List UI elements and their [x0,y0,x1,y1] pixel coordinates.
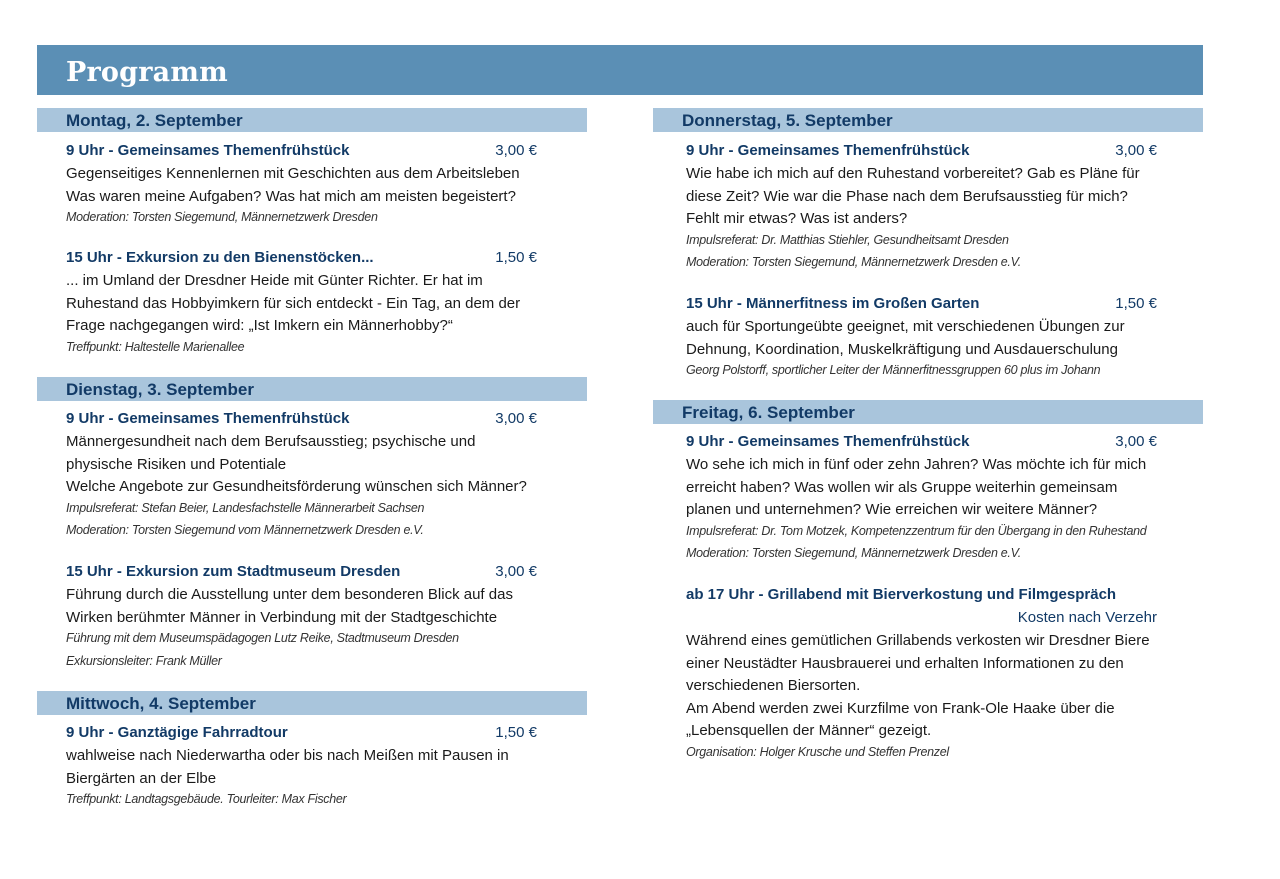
event-description-line: ... im Umland der Dresdner Heide mit Günter Richter. Er hat im [66,272,483,289]
event-description-line: Am Abend werden zwei Kurzfilme von Frank-Ole Haake über die [686,699,1115,717]
event-note: Moderation: Torsten Siegemund, Männernetzwerk Dresden e.V. [686,546,1021,560]
event-description-line: Biergärten an der Elbe [66,769,217,787]
event-note: Treffpunkt: Landtagsgebäude. Tourleiter: Max Fischer [66,792,347,806]
event-wednesday [66,724,537,815]
page-title: Programm [66,57,228,88]
event-tuesday-afternoon [66,563,537,676]
event-thursday-afternoon [686,295,1157,386]
event-note: Führung mit dem Museumspädagogen Lutz Reike, Stadtmuseum Dresden [66,631,459,645]
event-description-line: Frage nachgegangen wird: „Ist Imkern ein Männerhobby?“ [66,317,453,334]
event-description-line: auch für Sportungeübte geeignet, mit verschiedenen Übungen zur [686,318,1125,335]
event-description-line: Welche Angebote zur Gesundheitsförderung wünschen sich Männer? [66,478,527,495]
event-description-line: Wirken berühmter Männer in Verbindung mit der Stadtgeschichte [66,608,498,626]
event-description-line: verschiedenen Biersorten. [686,677,861,694]
day-title: Mittwoch, 4. September [66,694,256,713]
event-note: Exkursionsleiter: Frank Müller [66,653,222,668]
event-price: 3,00 € [1115,433,1157,450]
event-monday-afternoon [66,249,537,362]
event-title: 9 Uhr - Gemeinsames Themenfrühstück [66,142,350,159]
event-title: 15 Uhr - Exkursion zu den Bienenstöcken... [66,249,374,266]
event-title: 9 Uhr - Gemeinsames Themenfrühstück [66,410,350,427]
event-title: 9 Uhr - Ganztägige Fahrradtour [66,724,288,741]
event-price: 3,00 € [495,142,537,159]
event-note: Impulsreferat: Dr. Tom Motzek, Kompetenzzentrum für den Übergang in den Ruhestand [686,523,1147,538]
event-price: 3,00 € [1115,142,1157,159]
day-header-tuesday [37,377,587,401]
day-title: Freitag, 6. September [682,403,855,422]
event-description-line: diese Zeit? Wie war die Phase nach dem Berufsausstieg für mich? [686,187,1128,205]
event-friday-evening [686,586,1157,767]
event-description-line: einer Neustädter Hausbrauerei und erhalten Informationen zu den [686,654,1124,672]
event-title: ab 17 Uhr - Grillabend mit Bierverkostung und Filmgespräch [686,586,1117,603]
event-tuesday-morning [66,410,537,546]
event-title: 9 Uhr - Gemeinsames Themenfrühstück [686,433,970,450]
event-description-line: physische Risiken und Potentiale [66,455,287,473]
event-monday-morning [66,142,537,233]
event-description-line: Ruhestand das Hobbyimkern für sich entdeckt - Ein Tag, an dem der [66,294,521,312]
event-description-line: Was waren meine Aufgaben? Was hat mich am meisten begeistert? [66,187,516,205]
day-title: Dienstag, 3. September [66,380,255,399]
event-description-line: Fehlt mir etwas? Was ist anders? [686,210,908,227]
event-description-line: Dehnung, Koordination, Muskelkräftigung und Ausdauerschulung [686,340,1118,358]
event-price: 1,50 € [495,724,537,741]
event-note: Moderation: Torsten Siegemund, Männernetzwerk Dresden e.V. [686,255,1021,269]
event-description-line: wahlweise nach Niederwartha oder bis nach Meißen mit Pausen in [66,747,509,764]
event-description-line: planen und unternehmen? Wie erreichen wir weitere Männer? [686,501,1098,518]
event-description-line: Wie habe ich mich auf den Ruhestand vorbereitet? Gab es Pläne für [686,165,1140,182]
event-title: 15 Uhr - Männerfitness im Großen Garten [686,295,980,312]
event-note: Moderation: Torsten Siegemund, Männernetzwerk Dresden [66,210,378,224]
event-note: Organisation: Holger Krusche und Steffen Prenzel [686,744,949,759]
program-banner [37,45,1203,95]
event-description-line: Während eines gemütlichen Grillabends verkosten wir Dresdner Biere [686,632,1150,649]
event-note: Impulsreferat: Dr. Matthias Stiehler, Gesundheitsamt Dresden [686,232,1009,247]
event-cost: Kosten nach Verzehr [1017,609,1157,626]
event-note: Georg Polstorff, sportlicher Leiter der Männerfitnessgruppen 60 plus im Johann [686,363,1101,377]
event-price: 3,00 € [495,563,537,580]
event-title: 15 Uhr - Exkursion zum Stadtmuseum Dresden [66,563,401,580]
day-header-wednesday [37,691,587,715]
day-title: Montag, 2. September [66,111,243,130]
day-title: Donnerstag, 5. September [682,111,893,130]
event-note: Impulsreferat: Stefan Beier, Landesfachstelle Männerarbeit Sachsen [66,500,425,515]
day-header-friday [653,400,1203,424]
event-price: 3,00 € [495,410,537,427]
event-description-line: „Lebensquellen der Männer“ gezeigt. [686,722,932,739]
event-price: 1,50 € [1115,295,1157,312]
event-description-line: Führung durch die Ausstellung unter dem besonderen Blick auf das [66,586,513,603]
day-header-thursday [653,108,1203,132]
event-thursday-morning [686,142,1157,278]
event-description-line: Männergesundheit nach dem Berufsausstieg; psychische und [66,433,476,450]
event-note: Treffpunkt: Haltestelle Marienallee [66,339,245,354]
event-description-line: Wo sehe ich mich in fünf oder zehn Jahren? Was möchte ich für mich [686,456,1147,473]
event-title: 9 Uhr - Gemeinsames Themenfrühstück [686,142,970,159]
event-note: Moderation: Torsten Siegemund vom Männernetzwerk Dresden e.V. [66,523,424,537]
event-price: 1,50 € [495,249,537,266]
event-description-line: Gegenseitiges Kennenlernen mit Geschichten aus dem Arbeitsleben [66,165,520,182]
event-description-line: erreicht haben? Was wollen wir als Gruppe weiterhin gemeinsam [686,478,1118,496]
day-header-monday [37,108,587,132]
event-friday-morning [686,433,1157,569]
